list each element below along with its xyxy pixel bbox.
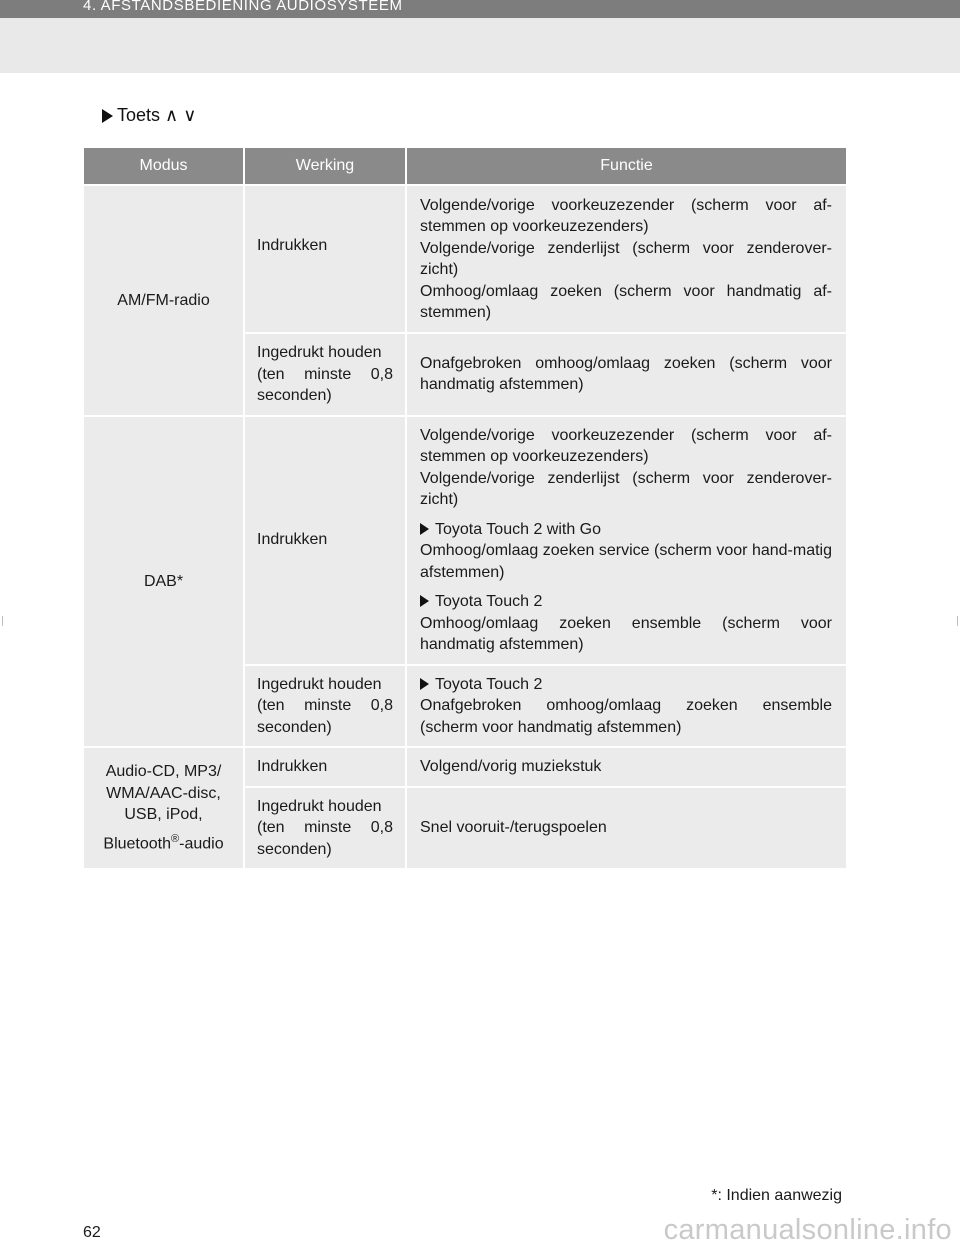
variant-text: Omhoog/omlaag zoeken service (scherm voor hand-matig afstemmen) [420, 542, 832, 581]
table-header-row [83, 147, 847, 185]
mode-cell-amfm: AM/FM-radio [83, 185, 244, 416]
action-cell [244, 333, 406, 416]
action-line: Ingedrukt houden [257, 675, 382, 693]
mode-cell-audio [83, 747, 244, 869]
function-cell: Onafgebroken omhoog/omlaag zoeken (scherm voor handmatig afstemmen) [406, 333, 847, 416]
column-header-functie: Functie [406, 147, 847, 185]
table-row [83, 747, 847, 787]
variant-label-text: Toyota Touch 2 [435, 593, 543, 610]
action-line: seconden) [257, 387, 332, 404]
mode-line: USB, iPod, [124, 806, 203, 824]
variant-label [420, 591, 832, 613]
footnote: *: Indien aanwezig [711, 1187, 842, 1204]
mode-line [92, 829, 235, 855]
action-line: seconden) [257, 718, 332, 736]
triangle-bullet-icon [102, 109, 113, 123]
function-line: Omhoog/omlaag zoeken (scherm voor handmatig af-stemmen) [420, 282, 832, 321]
variant-text: Omhoog/omlaag zoeken ensemble (scherm voor handmatig afstemmen) [420, 614, 832, 653]
variant-block [420, 519, 832, 584]
action-cell [244, 787, 406, 870]
crop-mark [957, 616, 958, 626]
function-block [420, 425, 832, 511]
action-line: Ingedrukt houden [257, 344, 382, 361]
action-line: (ten minste 0,8 [257, 365, 393, 383]
mode-line: WMA/AAC-disc, [106, 784, 221, 802]
action-line: (ten minste 0,8 [257, 819, 393, 836]
variant-label-text: Toyota Touch 2 with Go [435, 520, 602, 538]
watermark: carmanualsonline.info [663, 1214, 952, 1246]
action-cell: Indrukken [244, 747, 406, 787]
function-line: Volgende/vorige voorkeuzezender (scherm voor af-stemmen op voorkeuzezenders) [420, 196, 832, 235]
column-header-modus: Modus [83, 147, 244, 185]
column-header-werking: Werking [244, 147, 406, 185]
variant-label-text: Toyota Touch 2 [435, 675, 543, 693]
function-line: Volgende/vorige zenderlijst (scherm voor zenderover-zicht) [420, 469, 832, 508]
triangle-bullet-icon [420, 678, 429, 690]
mode-cell-dab: DAB* [83, 416, 244, 748]
function-cell: Snel vooruit-/terugspoelen [406, 787, 847, 870]
table-row [83, 416, 847, 665]
function-line: Volgende/vorige voorkeuzezender (scherm voor af-stemmen op voorkeuzezenders) [420, 426, 832, 465]
function-line: Volgende/vorige zenderlijst (scherm voor zenderover-zicht) [420, 239, 832, 278]
function-cell [406, 665, 847, 748]
function-cell [406, 185, 847, 333]
variant-label [420, 674, 832, 696]
action-cell [244, 665, 406, 748]
page-number: 62 [83, 1224, 101, 1241]
mode-suffix: -audio [179, 835, 224, 853]
function-cell [406, 416, 847, 665]
action-cell: Indrukken [244, 416, 406, 665]
action-line: Ingedrukt houden [257, 797, 382, 815]
mode-bluetooth: Bluetooth [103, 835, 171, 853]
triangle-bullet-icon [420, 595, 429, 607]
variant-label [420, 519, 832, 541]
variant-text: Onafgebroken omhoog/omlaag zoeken ensemble (scherm voor handmatig afstemmen) [420, 697, 832, 736]
function-table [82, 146, 848, 870]
action-line: (ten minste 0,8 [257, 697, 393, 714]
registered-mark: ® [171, 832, 180, 845]
mode-line: Audio-CD, MP3/ [105, 763, 222, 781]
crop-mark [2, 616, 3, 626]
heading-text: Toets ∧ ∨ [117, 105, 197, 125]
triangle-bullet-icon [420, 523, 429, 535]
table-row [83, 185, 847, 333]
action-line: seconden) [257, 840, 332, 858]
section-title: 4. AFSTANDSBEDIENING AUDIOSYSTEEM [83, 0, 403, 14]
action-cell: Indrukken [244, 185, 406, 333]
function-cell: Volgend/vorig muziekstuk [406, 747, 847, 787]
section-heading [102, 105, 196, 126]
variant-block [420, 591, 832, 656]
